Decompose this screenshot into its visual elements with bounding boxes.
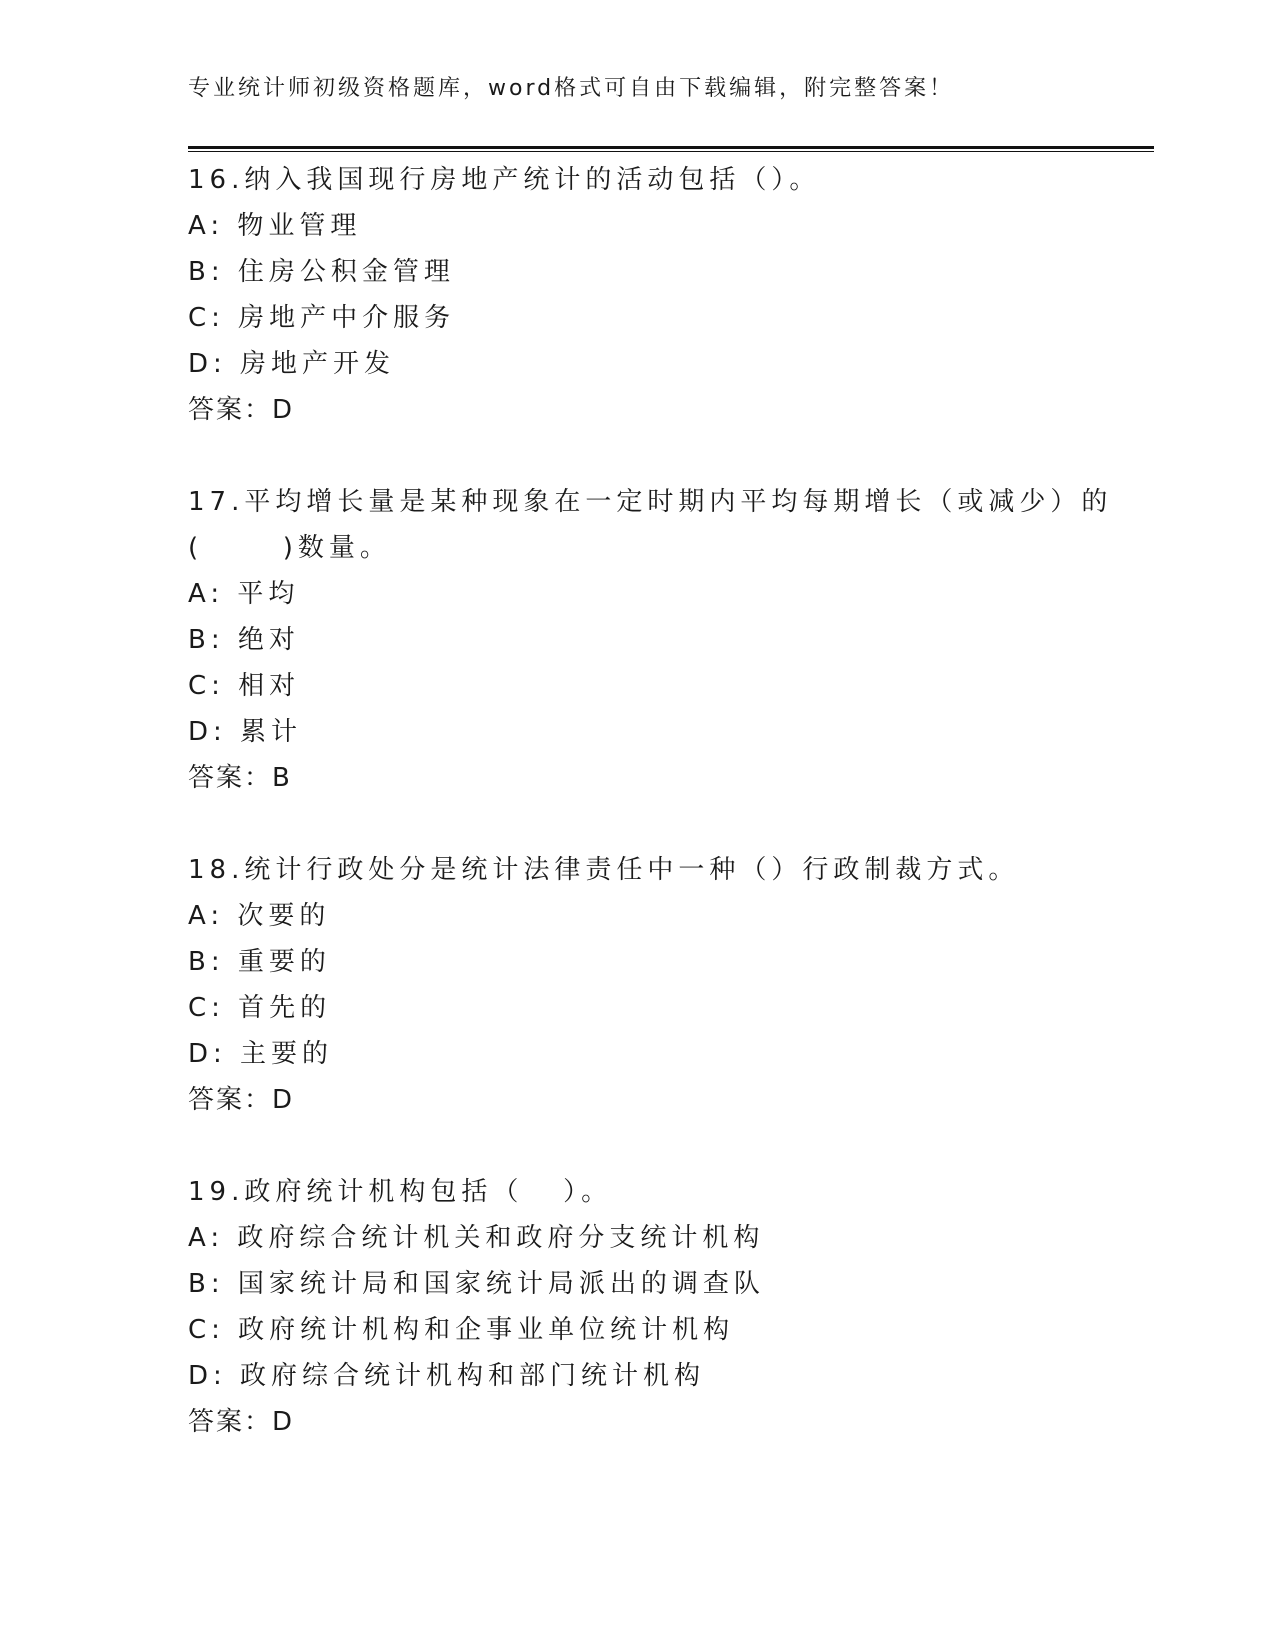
option-b: B: 绝对 [188, 625, 300, 655]
option-b: B: 住房公积金管理 [188, 257, 455, 287]
option-b: B: 国家统计局和国家统计局派出的调查队 [188, 1269, 765, 1299]
option-a: A: 平均 [188, 579, 300, 609]
header-rule-thin [188, 151, 1154, 152]
question-19 [188, 1169, 1088, 1445]
question-18 [188, 847, 1088, 1123]
header-rule-thick [188, 146, 1154, 149]
option-d: D: 累计 [188, 717, 303, 747]
option-a: A: 物业管理 [188, 211, 362, 241]
option-d: D: 房地产开发 [188, 349, 396, 379]
option-d: D: 政府综合统计机构和部门统计机构 [188, 1361, 706, 1391]
answer: 答案：D [188, 1085, 295, 1115]
question-text: 19.政府统计机构包括（ ）。 [188, 1177, 613, 1207]
option-c: C: 房地产中介服务 [188, 303, 456, 333]
question-text: 16.纳入我国现行房地产统计的活动包括（）。 [188, 165, 821, 195]
answer: 答案：D [188, 395, 295, 425]
option-d: D: 主要的 [188, 1039, 334, 1069]
question-16 [188, 157, 1088, 433]
option-c: C: 政府统计机构和企事业单位统计机构 [188, 1315, 735, 1345]
page-header-title: 专业统计师初级资格题库，word格式可自由下载编辑，附完整答案！ [188, 76, 955, 101]
question-text: 18.统计行政处分是统计法律责任中一种（）行政制裁方式。 [188, 855, 1020, 885]
question-text: 17.平均增长量是某种现象在一定时期内平均每期增长（或减少）的 [188, 487, 1113, 517]
answer: 答案：D [188, 1407, 295, 1437]
option-a: A: 政府综合统计机关和政府分支统计机构 [188, 1223, 765, 1253]
question-list [188, 157, 1113, 1491]
option-c: C: 相对 [188, 671, 301, 701]
question-17 [188, 479, 1113, 801]
question-text-continued: ( )数量。 [188, 533, 391, 563]
option-c: C: 首先的 [188, 993, 332, 1023]
option-a: A: 次要的 [188, 901, 331, 931]
option-b: B: 重要的 [188, 947, 331, 977]
answer: 答案：B [188, 763, 292, 793]
